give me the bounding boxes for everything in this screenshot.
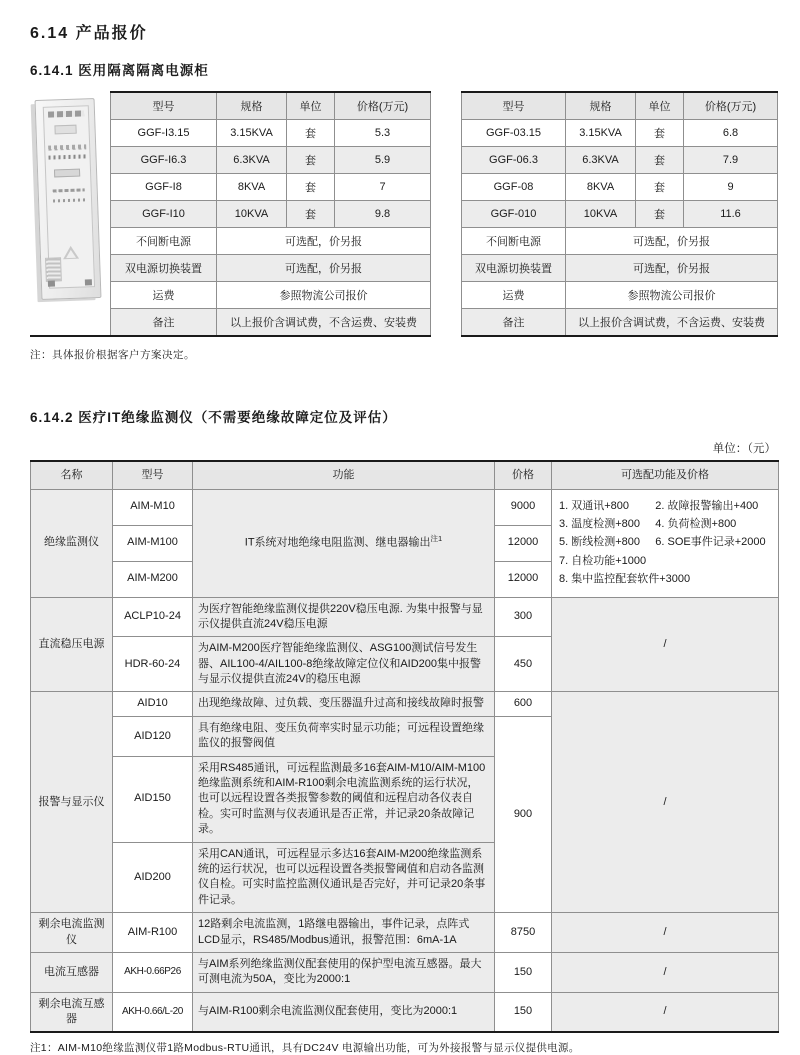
cell-model: AKH-0.66/L-20 xyxy=(113,992,193,1032)
cabinet-body xyxy=(35,98,102,300)
cell-price: 9000 xyxy=(495,489,552,525)
cell-model: AID200 xyxy=(113,842,193,913)
cell-model: GGF-I8 xyxy=(111,174,217,201)
cell-value: 可选配，价另报 xyxy=(217,255,431,282)
section-1-note: 注：具体报价根据客户方案决定。 xyxy=(30,349,195,361)
cabinet-door-panel xyxy=(43,105,95,288)
option-item: 2. 故障报警输出+400 xyxy=(655,499,759,512)
cell-options-none: / xyxy=(552,913,779,953)
option-item: 3. 温度检测+800 xyxy=(559,517,641,530)
cell-value: 以上报价含调试费，不含运费、安装费 xyxy=(566,309,778,337)
cell-spec: 10KVA xyxy=(217,201,287,228)
cell-label: 不间断电源 xyxy=(462,228,566,255)
footnote-ref: 注1 xyxy=(430,534,443,544)
table-header-row xyxy=(31,461,779,489)
table-header-row xyxy=(462,92,778,120)
cell-function: 为医疗智能绝缘监测仪提供220V稳压电源. 为集中报警与显示仪提供直流24V稳压电源 xyxy=(193,597,495,637)
cell-unit: 套 xyxy=(636,147,684,174)
cell-spec: 3.15KVA xyxy=(217,120,287,147)
option-item: 7. 自检功能+1000 xyxy=(559,554,647,567)
cell-label: 双电源切换装置 xyxy=(462,255,566,282)
table-row xyxy=(31,992,779,1032)
cell-group-name: 电流互感器 xyxy=(31,952,113,992)
cell-model: GGF-03.15 xyxy=(462,120,566,147)
cell-price: 5.9 xyxy=(335,147,431,174)
cell-price: 12000 xyxy=(495,525,552,561)
ggf-o-price-table xyxy=(461,91,778,337)
cell-label: 双电源切换装置 xyxy=(111,255,217,282)
cell-label: 备注 xyxy=(111,309,217,337)
cabinet-wiring-strip xyxy=(53,188,85,192)
cell-model: HDR-60-24 xyxy=(113,637,193,692)
cell-label: 运费 xyxy=(462,282,566,309)
cell-value: 以上报价含调试费，不含运费、安装费 xyxy=(217,309,431,337)
cabinet-breaker-strip xyxy=(48,154,86,159)
cell-price: 7 xyxy=(335,174,431,201)
cell-value: 可选配，价另报 xyxy=(566,228,778,255)
option-item: 6. SOE事件记录+2000 xyxy=(655,536,766,549)
cell-group-name: 剩余电流监测仪 xyxy=(31,913,113,953)
cell-options-none: / xyxy=(552,597,779,692)
cell-model: AIM-M10 xyxy=(113,489,193,525)
cell-model: AID120 xyxy=(113,716,193,756)
cell-model: GGF-08 xyxy=(462,174,566,201)
unit-label: 单位：（元） xyxy=(712,443,776,455)
table-footnote: 注1：AIM-M10绝缘监测仪带1路Modbus-RTU通讯，具有DC24V 电源输出功能，可为外接报警与显示仪提供电源。 xyxy=(30,1042,580,1055)
cell-spec: 6.3KVA xyxy=(217,147,287,174)
cell-model: GGF-010 xyxy=(462,201,566,228)
table-row xyxy=(111,174,431,201)
cabinet-meter xyxy=(54,169,80,178)
cell-function: 与AIM系列绝缘监测仪配套使用的保护型电流互感器。最大可测电流为50A，变比为2000:1 xyxy=(193,952,495,992)
section-1-body xyxy=(30,91,778,337)
power-cabinet-image xyxy=(30,91,110,337)
cell-label: 不间断电源 xyxy=(111,228,217,255)
ggf-i-price-table xyxy=(110,91,431,337)
col-unit: 单位 xyxy=(287,92,335,120)
option-item: 8. 集中监控配套软件+3000 xyxy=(559,573,691,586)
cell-spec: 6.3KVA xyxy=(566,147,636,174)
cabinet-wiring-strip-2 xyxy=(53,198,85,202)
cell-model: AIM-M100 xyxy=(113,525,193,561)
col-model: 型号 xyxy=(462,92,566,120)
cell-function: 12路剩余电流监测，1路继电器输出，事件记录，点阵式LCD显示，RS485/Modbus通讯，报警范围：6mA-1A xyxy=(193,913,495,953)
cell-price: 150 xyxy=(495,992,552,1032)
cell-group-name: 报警与显示仪 xyxy=(31,692,113,913)
table-row xyxy=(462,309,778,337)
cabinet-display xyxy=(54,125,76,135)
cell-model: AKH-0.66P26 xyxy=(113,952,193,992)
cabinet-foot xyxy=(48,281,55,287)
cell-options-none: / xyxy=(552,692,779,913)
table-row xyxy=(31,489,779,525)
section-2-heading: 6.14.2 医疗IT绝缘监测仪（不需要绝缘故障定位及评估） xyxy=(30,410,397,425)
cell-unit: 套 xyxy=(287,201,335,228)
cell-spec: 8KVA xyxy=(217,174,287,201)
table-row xyxy=(31,952,779,992)
cell-unit: 套 xyxy=(636,120,684,147)
cell-model: AID150 xyxy=(113,756,193,842)
cell-function: 出现绝缘故障、过负载、变压器温升过高和接线故障时报警 xyxy=(193,692,495,716)
cabinet-vent-grille xyxy=(45,257,62,282)
cell-price: 8750 xyxy=(495,913,552,953)
cell-label: 备注 xyxy=(462,309,566,337)
cell-unit: 套 xyxy=(287,147,335,174)
table-row xyxy=(31,913,779,953)
cabinet-brand-strip xyxy=(48,110,84,117)
cell-value: 参照物流公司报价 xyxy=(566,282,778,309)
cell-model: GGF-I10 xyxy=(111,201,217,228)
table-row xyxy=(462,282,778,309)
cell-unit: 套 xyxy=(636,201,684,228)
function-text: IT系统对地绝缘电阻监测、继电器输出 xyxy=(244,537,431,550)
cell-model: GGF-I6.3 xyxy=(111,147,217,174)
page-title: 6.14 产品报价 xyxy=(30,25,148,42)
cell-model: AIM-M200 xyxy=(113,561,193,597)
cell-function: 具有绝缘电阻、变压负荷率实时显示功能；可远程设置绝缘监仪的报警阀值 xyxy=(193,716,495,756)
col-unit: 单位 xyxy=(636,92,684,120)
col-spec: 规格 xyxy=(566,92,636,120)
cell-value: 可选配，价另报 xyxy=(566,255,778,282)
cell-price: 12000 xyxy=(495,561,552,597)
col-model: 型号 xyxy=(113,461,193,489)
cell-price: 6.8 xyxy=(684,120,778,147)
cell-price: 9 xyxy=(684,174,778,201)
cell-options xyxy=(552,489,779,597)
table-row xyxy=(31,692,779,716)
table-row xyxy=(462,120,778,147)
cell-group-name: 绝缘监测仪 xyxy=(31,489,113,597)
cell-price: 7.9 xyxy=(684,147,778,174)
cell-value: 可选配，价另报 xyxy=(217,228,431,255)
options-list xyxy=(557,497,773,590)
cell-group-name: 直流稳压电源 xyxy=(31,597,113,692)
cell-price: 450 xyxy=(495,637,552,692)
table-row xyxy=(111,255,431,282)
cell-price: 11.6 xyxy=(684,201,778,228)
cell-function: 与AIM-R100剩余电流监测仪配套使用，变比为2000:1 xyxy=(193,992,495,1032)
cell-price: 150 xyxy=(495,952,552,992)
table-row xyxy=(111,228,431,255)
option-item: 4. 负荷检测+800 xyxy=(655,517,737,530)
cell-price: 900 xyxy=(495,716,552,912)
table-row xyxy=(462,255,778,282)
table-row xyxy=(111,201,431,228)
col-name: 名称 xyxy=(31,461,113,489)
cell-unit: 套 xyxy=(287,120,335,147)
insulation-monitor-price-table xyxy=(30,460,779,1033)
cell-options-none: / xyxy=(552,952,779,992)
cell-unit: 套 xyxy=(287,174,335,201)
table-header-row xyxy=(111,92,431,120)
col-options: 可选配功能及价格 xyxy=(552,461,779,489)
table-row xyxy=(111,120,431,147)
table-row xyxy=(462,147,778,174)
cell-unit: 套 xyxy=(636,174,684,201)
cell-model: ACLP10-24 xyxy=(113,597,193,637)
col-price: 价格 xyxy=(495,461,552,489)
cabinet-foot xyxy=(85,279,92,285)
col-spec: 规格 xyxy=(217,92,287,120)
option-item: 1. 双通讯+800 xyxy=(559,499,630,512)
cell-value: 参照物流公司报价 xyxy=(217,282,431,309)
col-model: 型号 xyxy=(111,92,217,120)
table-row xyxy=(462,174,778,201)
table-row xyxy=(111,282,431,309)
table-row xyxy=(111,309,431,337)
cell-price: 600 xyxy=(495,692,552,716)
section-1-heading: 6.14.1 医用隔离隔离电源柜 xyxy=(30,63,209,78)
cell-function: 为AIM-M200医疗智能绝缘监测仪、ASG100测试信号发生器、AIL100-4/AIL100-8绝缘故障定位仪和AID200集中报警与显示仪提供直流24V的稳压电源 xyxy=(193,637,495,692)
table-row xyxy=(462,228,778,255)
warning-triangle-icon xyxy=(63,246,79,260)
cell-function: 采用RS485通讯，可远程监测最多16套AIM-M10/AIM-M100绝缘监测系统和AIM-R100剩余电流监测系统的运行状况，也可以远程设置各类报警参数的阈值和远程启动各仪表自检。实可时监测与仪表通讯是否正常，并记录20条故障记录。 xyxy=(193,756,495,842)
col-price: 价格(万元) xyxy=(684,92,778,120)
table-row xyxy=(111,147,431,174)
col-function: 功能 xyxy=(193,461,495,489)
cell-model: GGF-I3.15 xyxy=(111,120,217,147)
col-price: 价格(万元) xyxy=(335,92,431,120)
cell-price: 5.3 xyxy=(335,120,431,147)
table-row xyxy=(462,201,778,228)
cell-label: 运费 xyxy=(111,282,217,309)
cabinet-terminal-strip xyxy=(48,144,86,150)
cell-options-none: / xyxy=(552,992,779,1032)
cell-spec: 3.15KVA xyxy=(566,120,636,147)
cell-function xyxy=(193,489,495,597)
cell-group-name: 剩余电流互感器 xyxy=(31,992,113,1032)
cell-spec: 10KVA xyxy=(566,201,636,228)
table-gap xyxy=(431,91,461,337)
option-item: 5. 断线检测+800 xyxy=(559,536,641,549)
cell-model: AIM-R100 xyxy=(113,913,193,953)
cell-function: 采用CAN通讯，可远程显示多达16套AIM-M200绝缘监测系统的运行状况，也可以远程设置各类报警阈值和启动各监测仪自检。可实时监控监测仪通讯是否完好，并可记录20条事件记录。 xyxy=(193,842,495,913)
cell-price: 9.8 xyxy=(335,201,431,228)
cell-spec: 8KVA xyxy=(566,174,636,201)
table-row xyxy=(31,597,779,637)
cell-model: AID10 xyxy=(113,692,193,716)
cell-price: 300 xyxy=(495,597,552,637)
cell-model: GGF-06.3 xyxy=(462,147,566,174)
